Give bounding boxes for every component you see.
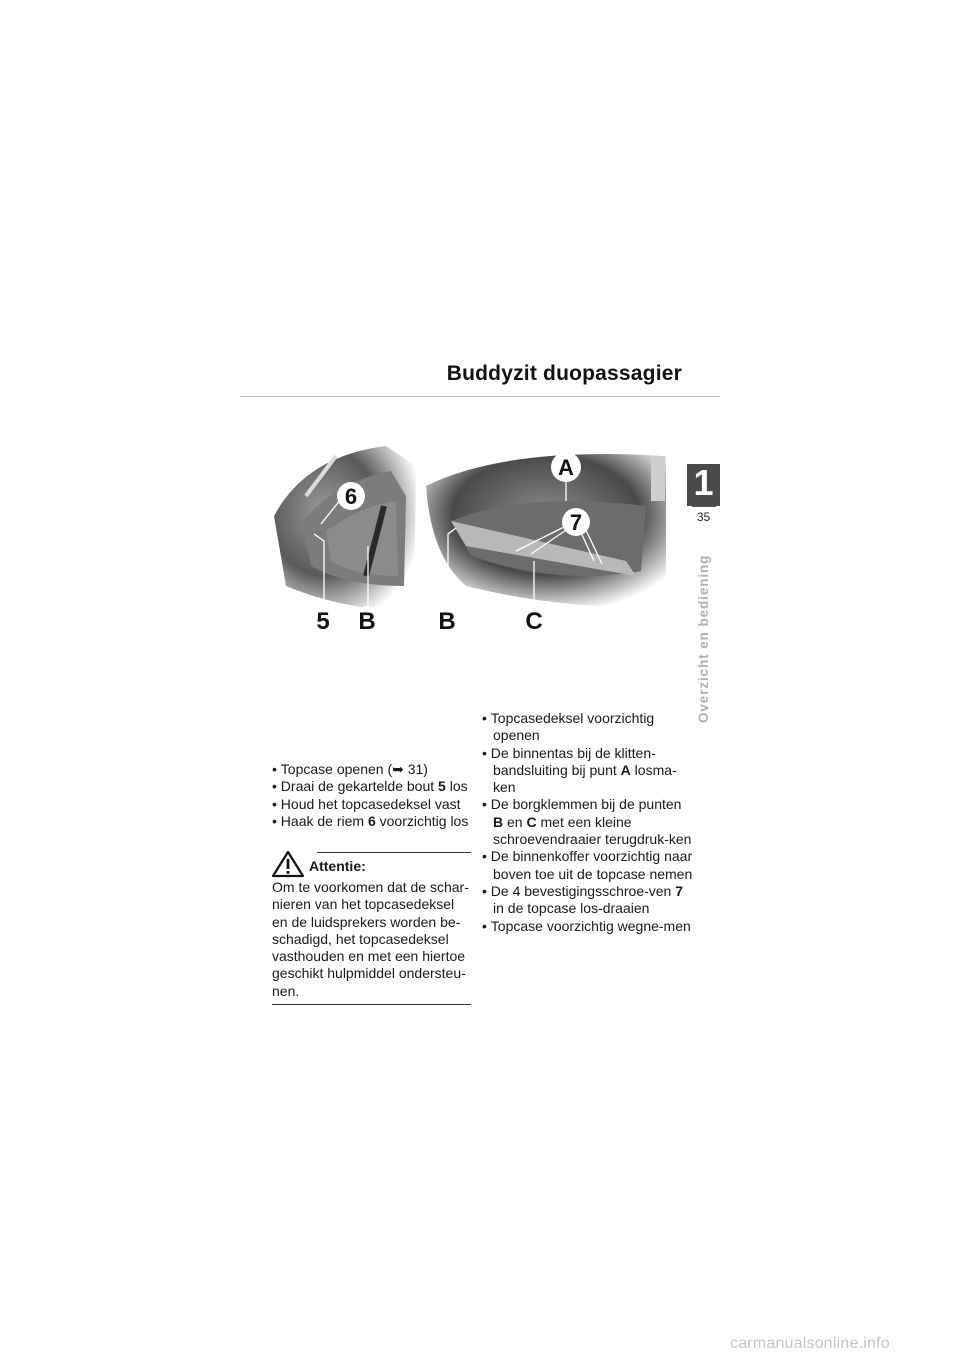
page-title: Buddyzit duopassagier [446, 362, 682, 385]
callout-b-right: B [438, 608, 456, 635]
list-item: • De binnenkoffer voorzichtig naar boven toe uit de topcase nemen [482, 848, 693, 882]
list-item: • Houd het topcasedeksel vast [272, 795, 461, 812]
watermark: carmanualsonline.info [730, 1335, 890, 1352]
list-item: • De borgklemmen bij de punten B en C met een kleine schroevendraaier terugdruk-ken [482, 796, 692, 848]
callout-6: 6 [344, 484, 358, 509]
callout-a: A [558, 455, 574, 480]
warning-triangle-icon [272, 850, 304, 878]
page-number: 35 [696, 510, 711, 524]
right-instructions [482, 710, 694, 935]
arrow-icon: ➥ [392, 761, 404, 777]
topcase-figure [266, 436, 696, 648]
warning-bottom-rule [272, 1004, 471, 1005]
left-instructions [272, 761, 472, 830]
list-item: • Topcase openen (➥ 31) [272, 761, 428, 777]
warning-header [272, 853, 471, 879]
warning-box [272, 852, 471, 1005]
list-item: • Haak de riem 6 voorzichtig los [272, 812, 469, 829]
title-divider [240, 396, 720, 397]
hinge [651, 456, 665, 501]
list-item: • Topcase voorzichtig wegne-men [482, 917, 691, 934]
callout-5: 5 [316, 608, 330, 635]
list-item: • De 4 bevestigingsschroe-ven 7 in de topcase los-draaien [482, 882, 684, 917]
warning-text: Om te voorkomen dat de schar-nieren van het topcasedeksel en de luidsprekers worden be-schadigd, het topcasedeksel vasthouden en met een hiertoe geschikt hulpmiddel ondersteu-nen. [272, 879, 469, 999]
warning-title: Attentie: [309, 858, 366, 874]
callout-b-left: B [358, 608, 376, 635]
list-item: • Draai de gekartelde bout 5 los [272, 778, 468, 795]
list-item: • Topcasedeksel voorzichtig openen [482, 710, 655, 744]
callout-7: 7 [569, 510, 583, 535]
section-label: Overzicht en bediening [696, 554, 711, 723]
chapter-number: 1 [693, 462, 714, 503]
list-item: • De binnentas bij de klitten-bandsluiting bij punt A losma-ken [482, 744, 677, 796]
callout-c: C [525, 608, 543, 635]
